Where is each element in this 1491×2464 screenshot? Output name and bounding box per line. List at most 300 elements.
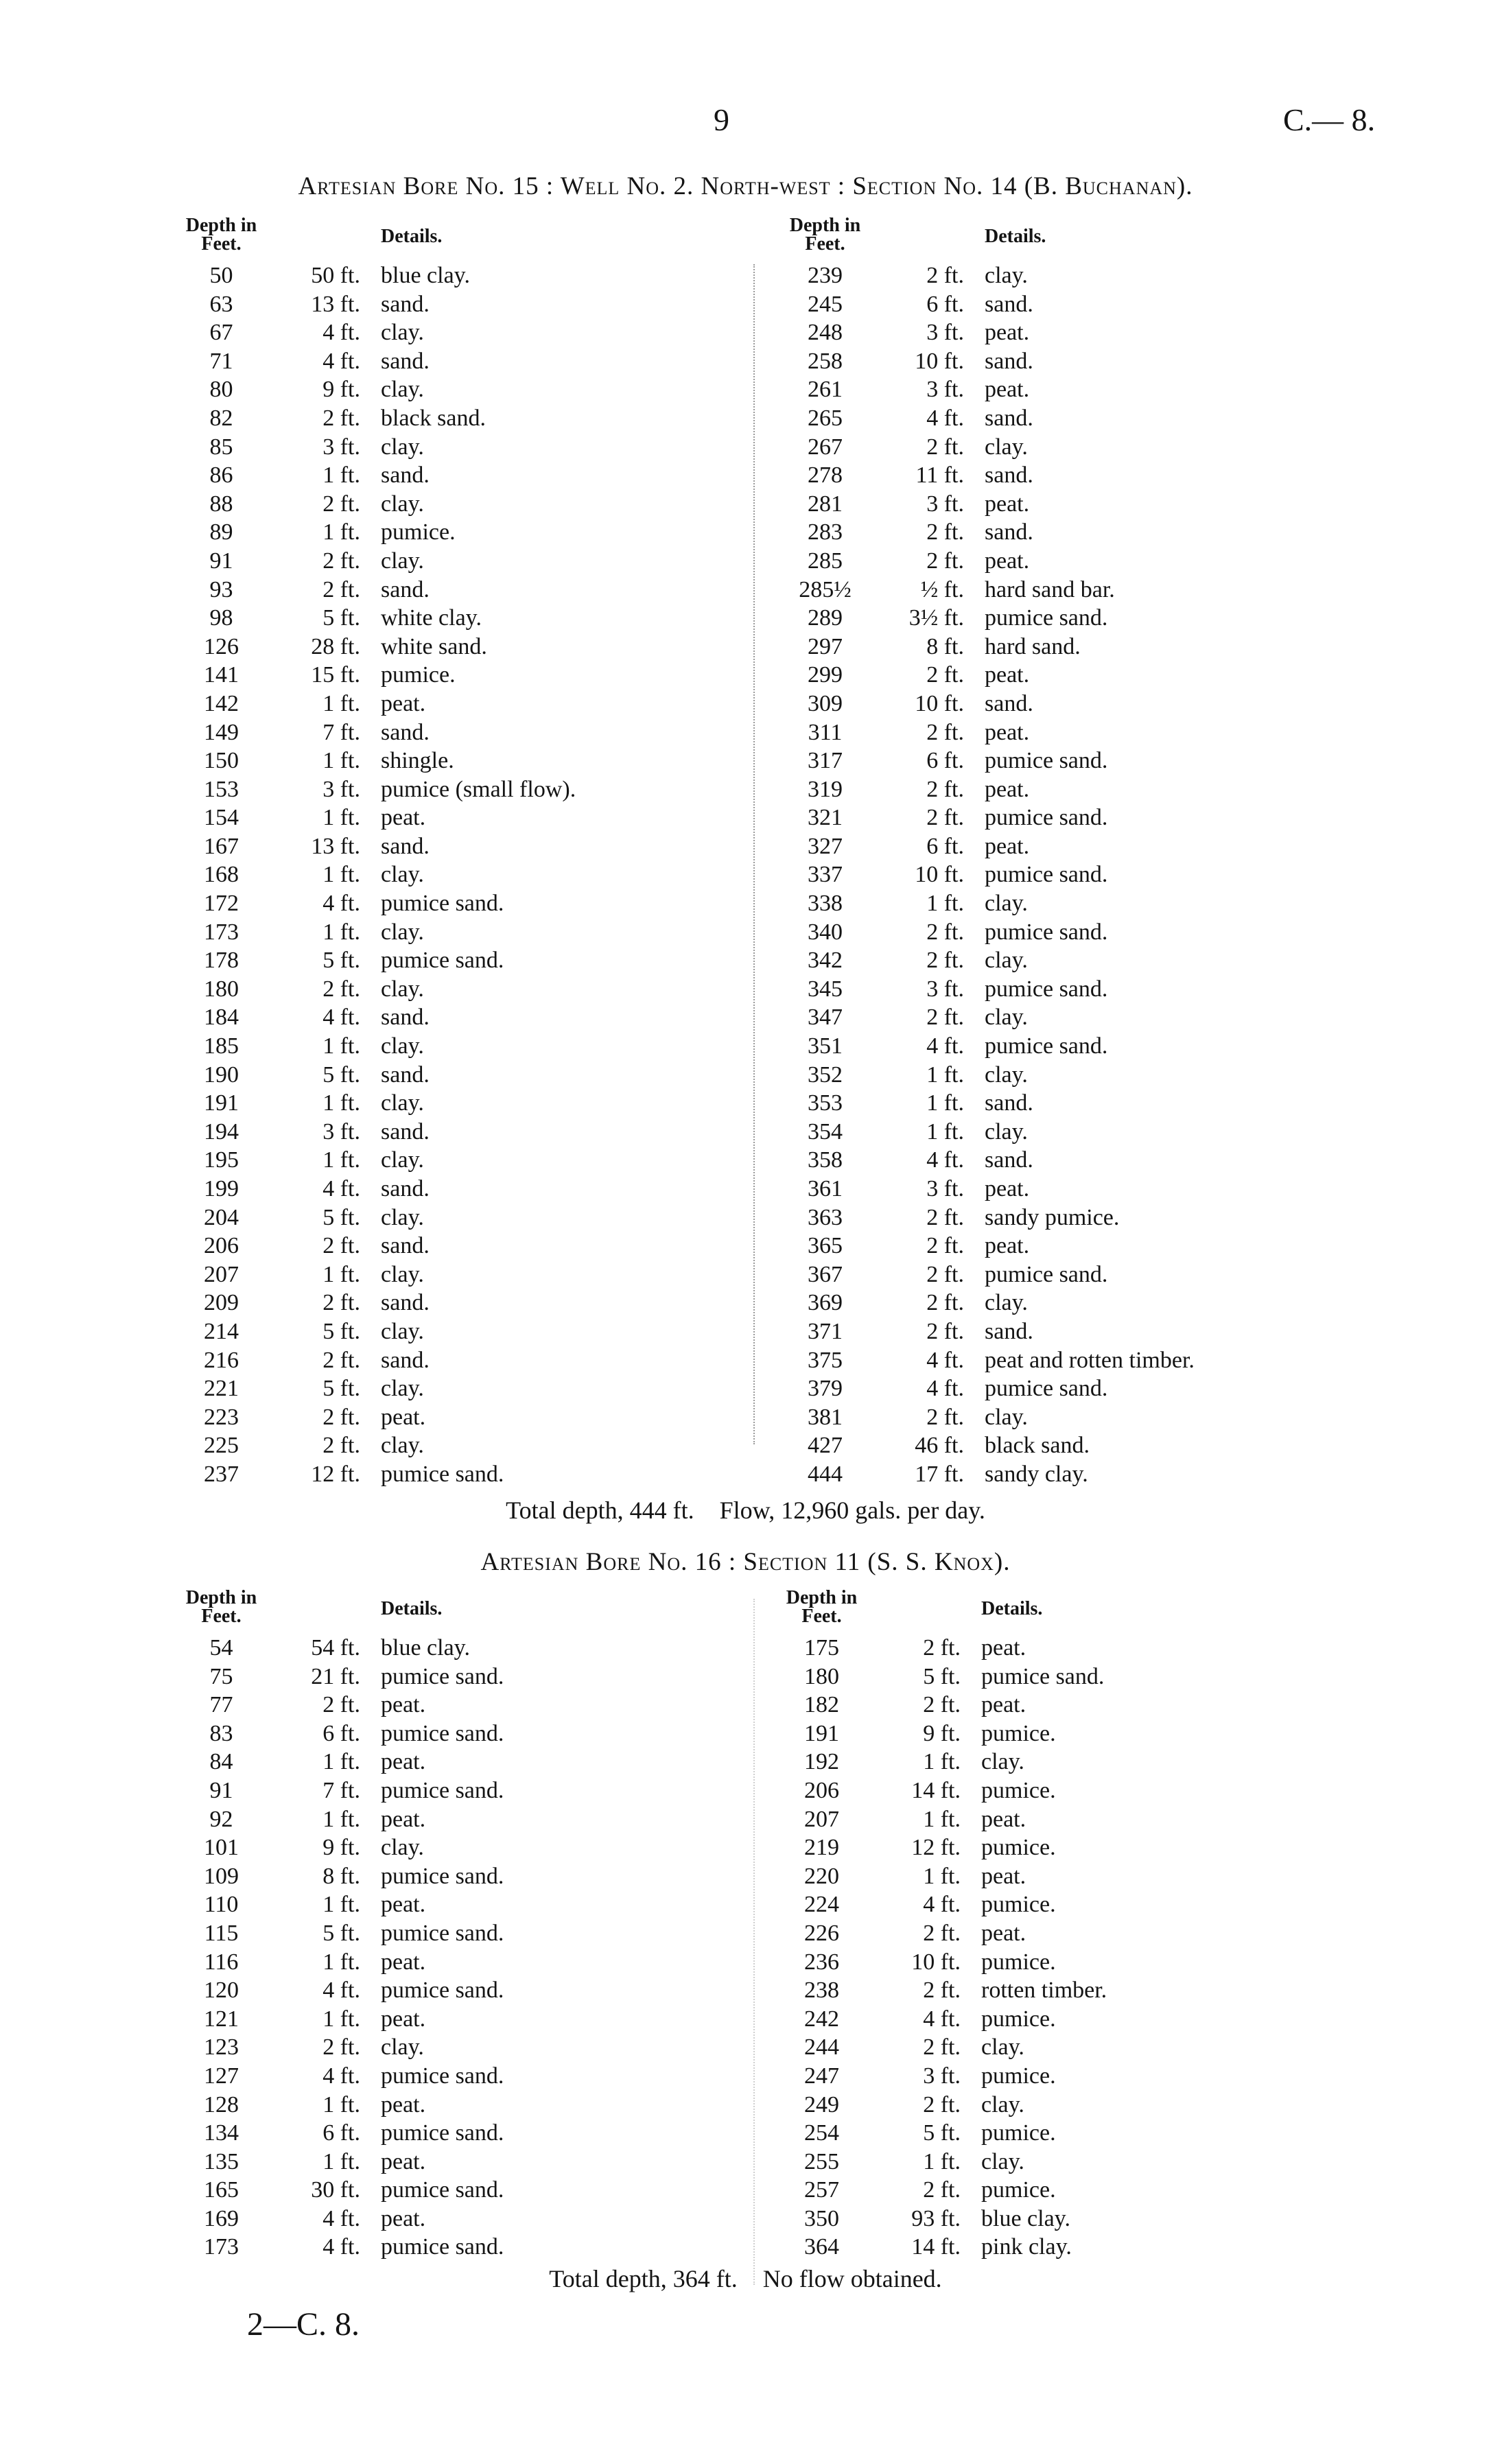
thickness-cell: 12 ft. xyxy=(311,1461,360,1487)
depth-cell: 350 xyxy=(804,2205,839,2231)
depth-cell: 150 xyxy=(204,748,239,774)
depth-cell: 182 xyxy=(804,1692,839,1718)
depth-cell: 219 xyxy=(804,1835,839,1861)
material-cell: pumice sand. xyxy=(985,862,1108,888)
material-cell: sand. xyxy=(381,1176,430,1201)
material-cell: peat. xyxy=(381,1892,426,1918)
thickness-cell: 3 ft. xyxy=(926,1176,964,1201)
thickness-cell: 1 ft. xyxy=(322,862,360,888)
depth-cell: 167 xyxy=(204,833,239,859)
thickness-cell: 2 ft. xyxy=(923,2177,961,2203)
thickness-cell: 2 ft. xyxy=(322,976,360,1002)
thickness-cell: 5 ft. xyxy=(322,948,360,974)
depth-cell: 126 xyxy=(204,633,239,659)
material-cell: sand. xyxy=(381,1005,430,1031)
depth-cell: 127 xyxy=(204,2063,239,2089)
material-cell: sand. xyxy=(985,405,1033,431)
thickness-cell: 2 ft. xyxy=(923,1692,961,1718)
material-cell: clay. xyxy=(381,434,424,460)
material-cell: sand. xyxy=(381,719,430,745)
depth-cell: 342 xyxy=(808,948,843,974)
material-cell: peat. xyxy=(985,548,1030,574)
thickness-cell: 1 ft. xyxy=(322,1090,360,1116)
material-cell: white clay. xyxy=(381,605,482,631)
depth-cell: 365 xyxy=(808,1233,843,1259)
material-cell: clay. xyxy=(981,2034,1024,2061)
thickness-cell: 5 ft. xyxy=(923,1663,961,1689)
thickness-cell: 1 ft. xyxy=(322,805,360,831)
depth-cell: 141 xyxy=(204,662,239,688)
material-cell: sand. xyxy=(381,576,430,602)
depth-cell: 321 xyxy=(808,805,843,831)
thickness-cell: 2 ft. xyxy=(926,719,964,745)
material-cell: clay. xyxy=(381,1835,424,1861)
material-cell: pumice sand. xyxy=(381,1863,504,1889)
depth-cell: 115 xyxy=(204,1920,239,1946)
thickness-cell: 2 ft. xyxy=(926,519,964,545)
material-cell: clay. xyxy=(985,1290,1028,1316)
thickness-cell: 6 ft. xyxy=(322,2120,360,2146)
total-depth: Total depth, 364 ft. xyxy=(549,2265,738,2292)
material-cell: clay. xyxy=(981,2148,1024,2174)
material-cell: pumice sand. xyxy=(381,1978,504,2004)
material-cell: white sand. xyxy=(381,633,487,659)
depth-cell: 371 xyxy=(808,1318,843,1344)
depth-cell: 168 xyxy=(204,862,239,888)
material-cell: pumice. xyxy=(981,2063,1056,2089)
material-cell: pumice. xyxy=(981,1720,1056,1746)
thickness-cell: 50 ft. xyxy=(311,263,360,288)
depth-cell: 194 xyxy=(204,1118,239,1145)
material-cell: peat. xyxy=(985,320,1030,346)
thickness-cell: 2 ft. xyxy=(926,1404,964,1430)
thickness-cell: 2 ft. xyxy=(923,1978,961,2004)
depth-cell: 247 xyxy=(804,2063,839,2089)
depth-cell: 169 xyxy=(204,2205,239,2231)
thickness-cell: 3½ ft. xyxy=(908,605,964,631)
material-cell: clay. xyxy=(381,377,424,403)
depth-cell: 258 xyxy=(808,348,843,374)
thickness-cell: 2 ft. xyxy=(926,1290,964,1316)
depth-cell: 354 xyxy=(808,1118,843,1145)
depth-cell: 351 xyxy=(808,1033,843,1059)
thickness-cell: 1 ft. xyxy=(322,1749,360,1775)
thickness-cell: 4 ft. xyxy=(322,1176,360,1201)
depth-cell: 237 xyxy=(204,1461,239,1487)
thickness-cell: 2 ft. xyxy=(926,263,964,288)
thickness-cell: 4 ft. xyxy=(322,1005,360,1031)
material-cell: pumice. xyxy=(381,519,456,545)
thickness-cell: 1 ft. xyxy=(926,1090,964,1116)
depth-header: Depth in Feet. xyxy=(185,1587,257,1627)
depth-cell: 91 xyxy=(209,1777,233,1803)
depth-cell: 369 xyxy=(808,1290,843,1316)
bore-15-title: Artesian Bore No. 15 : Well No. 2. North-west : Section No. 14 (B. Buchanan). xyxy=(298,172,1193,200)
thickness-cell: 1 ft. xyxy=(322,1147,360,1173)
material-cell: pumice sand. xyxy=(381,2063,504,2089)
material-cell: pumice sand. xyxy=(985,605,1108,631)
thickness-cell: 2 ft. xyxy=(926,434,964,460)
depth-cell: 180 xyxy=(804,1663,839,1689)
depth-cell: 345 xyxy=(808,976,843,1002)
material-cell: peat. xyxy=(985,719,1030,745)
depth-cell: 128 xyxy=(204,2091,239,2117)
depth-cell: 367 xyxy=(808,1261,843,1287)
depth-cell: 77 xyxy=(209,1692,233,1718)
depth-cell: 249 xyxy=(804,2091,839,2117)
depth-cell: 191 xyxy=(204,1090,239,1116)
material-cell: peat. xyxy=(381,1949,426,1975)
material-cell: peat. xyxy=(985,1176,1030,1201)
material-cell: sand. xyxy=(381,291,430,317)
material-cell: peat. xyxy=(381,690,426,716)
depth-cell: 255 xyxy=(804,2148,839,2174)
depth-cell: 165 xyxy=(204,2177,239,2203)
thickness-cell: ½ ft. xyxy=(920,576,964,602)
depth-cell: 121 xyxy=(204,2006,239,2032)
depth-cell: 83 xyxy=(209,1720,233,1746)
material-cell: clay. xyxy=(381,862,424,888)
depth-cell: 149 xyxy=(204,719,239,745)
material-cell: clay. xyxy=(381,320,424,346)
depth-cell: 116 xyxy=(204,1949,239,1975)
material-cell: peat. xyxy=(981,1863,1026,1889)
thickness-cell: 2 ft. xyxy=(926,776,964,802)
thickness-cell: 46 ft. xyxy=(915,1433,964,1459)
material-cell: clay. xyxy=(381,1318,424,1344)
thickness-cell: 9 ft. xyxy=(923,1720,961,1746)
material-cell: peat. xyxy=(985,833,1030,859)
thickness-cell: 93 ft. xyxy=(911,2205,961,2231)
material-cell: sand. xyxy=(985,1090,1033,1116)
material-cell: clay. xyxy=(381,2034,424,2061)
depth-cell: 98 xyxy=(209,605,233,631)
thickness-cell: 10 ft. xyxy=(915,690,964,716)
material-cell: peat. xyxy=(985,491,1030,517)
thickness-cell: 1 ft. xyxy=(322,1261,360,1287)
thickness-cell: 10 ft. xyxy=(911,1949,961,1975)
thickness-cell: 9 ft. xyxy=(322,377,360,403)
material-cell: clay. xyxy=(985,1118,1028,1145)
material-cell: pumice. xyxy=(981,2006,1056,2032)
material-cell: pumice sand. xyxy=(381,1720,504,1746)
thickness-cell: 2 ft. xyxy=(926,1005,964,1031)
thickness-cell: 4 ft. xyxy=(322,2205,360,2231)
thickness-cell: 5 ft. xyxy=(322,1920,360,1946)
depth-cell: 299 xyxy=(808,662,843,688)
thickness-cell: 2 ft. xyxy=(322,548,360,574)
thickness-cell: 5 ft. xyxy=(322,1318,360,1344)
material-cell: peat. xyxy=(381,2006,426,2032)
material-cell: sand. xyxy=(985,1318,1033,1344)
depth-cell: 207 xyxy=(204,1261,239,1287)
material-cell: black sand. xyxy=(985,1433,1090,1459)
depth-cell: 71 xyxy=(209,348,233,374)
thickness-cell: 2 ft. xyxy=(322,1433,360,1459)
material-cell: clay. xyxy=(985,1404,1028,1430)
thickness-cell: 4 ft. xyxy=(322,2063,360,2089)
thickness-cell: 1 ft. xyxy=(322,1892,360,1918)
depth-cell: 340 xyxy=(808,919,843,945)
depth-cell: 327 xyxy=(808,833,843,859)
depth-cell: 337 xyxy=(808,862,843,888)
material-cell: pumice sand. xyxy=(381,2120,504,2146)
material-cell: clay. xyxy=(381,1147,424,1173)
depth-cell: 297 xyxy=(808,633,843,659)
depth-cell: 311 xyxy=(808,719,843,745)
material-cell: peat. xyxy=(985,662,1030,688)
thickness-cell: 4 ft. xyxy=(926,405,964,431)
thickness-cell: 6 ft. xyxy=(926,833,964,859)
material-cell: clay. xyxy=(981,1749,1024,1775)
thickness-cell: 14 ft. xyxy=(911,2234,961,2260)
depth-cell: 283 xyxy=(808,519,843,545)
material-cell: blue clay. xyxy=(381,263,470,288)
material-cell: pumice sand. xyxy=(985,805,1108,831)
depth-cell: 67 xyxy=(209,320,233,346)
thickness-cell: 4 ft. xyxy=(926,1347,964,1373)
material-cell: sand. xyxy=(985,291,1033,317)
depth-cell: 142 xyxy=(204,690,239,716)
thickness-cell: 1 ft. xyxy=(923,2148,961,2174)
thickness-cell: 2 ft. xyxy=(322,1233,360,1259)
thickness-cell: 4 ft. xyxy=(926,1147,964,1173)
flow-rate: No flow obtained. xyxy=(762,2265,942,2292)
details-header: Details. xyxy=(381,226,443,247)
depth-cell: 180 xyxy=(204,976,239,1002)
material-cell: sand. xyxy=(381,462,430,489)
thickness-cell: 4 ft. xyxy=(322,891,360,917)
material-cell: pumice sand. xyxy=(985,1376,1108,1402)
depth-cell: 206 xyxy=(804,1777,839,1803)
thickness-cell: 4 ft. xyxy=(322,348,360,374)
material-cell: rotten timber. xyxy=(981,1978,1107,2004)
material-cell: clay. xyxy=(985,434,1028,460)
thickness-cell: 2 ft. xyxy=(322,1290,360,1316)
total-depth: Total depth, 444 ft. xyxy=(506,1497,694,1524)
material-cell: sand. xyxy=(985,519,1033,545)
thickness-cell: 4 ft. xyxy=(923,2006,961,2032)
column-divider xyxy=(753,264,755,1444)
thickness-cell: 2 ft. xyxy=(322,2034,360,2061)
document-reference: C.— 8. xyxy=(1283,102,1376,137)
thickness-cell: 2 ft. xyxy=(322,1692,360,1718)
depth-cell: 209 xyxy=(204,1290,239,1316)
material-cell: pink clay. xyxy=(981,2234,1072,2260)
thickness-cell: 5 ft. xyxy=(923,2120,961,2146)
depth-cell: 214 xyxy=(204,1318,239,1344)
thickness-cell: 15 ft. xyxy=(311,662,360,688)
thickness-cell: 13 ft. xyxy=(311,833,360,859)
depth-cell: 244 xyxy=(804,2034,839,2061)
material-cell: clay. xyxy=(981,2091,1024,2117)
depth-cell: 184 xyxy=(204,1005,239,1031)
material-cell: clay. xyxy=(985,1005,1028,1031)
material-cell: peat. xyxy=(381,2091,426,2117)
depth-cell: 195 xyxy=(204,1147,239,1173)
material-cell: clay. xyxy=(381,1090,424,1116)
depth-cell: 89 xyxy=(209,519,233,545)
thickness-cell: 30 ft. xyxy=(311,2177,360,2203)
page-number: 9 xyxy=(714,102,729,137)
depth-cell: 82 xyxy=(209,405,233,431)
depth-cell: 338 xyxy=(808,891,843,917)
material-cell: pumice. xyxy=(981,2120,1056,2146)
thickness-cell: 12 ft. xyxy=(911,1835,961,1861)
thickness-cell: 2 ft. xyxy=(923,1920,961,1946)
footer-reference: 2—C. 8. xyxy=(247,2306,360,2343)
material-cell: sand. xyxy=(381,1061,430,1088)
material-cell: sand. xyxy=(381,1347,430,1373)
depth-cell: 192 xyxy=(804,1749,839,1775)
thickness-cell: 2 ft. xyxy=(923,2034,961,2061)
thickness-cell: 2 ft. xyxy=(926,805,964,831)
depth-cell: 225 xyxy=(204,1433,239,1459)
thickness-cell: 1 ft. xyxy=(322,2006,360,2032)
thickness-cell: 2 ft. xyxy=(322,1404,360,1430)
depth-cell: 375 xyxy=(808,1347,843,1373)
thickness-cell: 1 ft. xyxy=(322,1806,360,1832)
material-cell: hard sand. xyxy=(985,633,1081,659)
material-cell: pumice sand. xyxy=(985,919,1108,945)
depth-cell: 226 xyxy=(804,1920,839,1946)
material-cell: sandy clay. xyxy=(985,1461,1088,1487)
depth-cell: 178 xyxy=(204,948,239,974)
depth-cell: 216 xyxy=(204,1347,239,1373)
thickness-cell: 2 ft. xyxy=(926,948,964,974)
depth-header: Depth in Feet. xyxy=(789,215,861,255)
bore-16-title: Artesian Bore No. 16 : Section 11 (S. S. Knox). xyxy=(480,1548,1011,1576)
thickness-cell: 2 ft. xyxy=(926,1204,964,1230)
thickness-cell: 1 ft. xyxy=(322,462,360,489)
details-header: Details. xyxy=(381,1598,443,1619)
material-cell: sand. xyxy=(985,1147,1033,1173)
thickness-cell: 4 ft. xyxy=(926,1376,964,1402)
thickness-cell: 1 ft. xyxy=(322,2148,360,2174)
depth-cell: 173 xyxy=(204,2234,239,2260)
depth-cell: 245 xyxy=(808,291,843,317)
bore-16-summary xyxy=(0,2264,1491,2293)
thickness-cell: 13 ft. xyxy=(311,291,360,317)
material-cell: sand. xyxy=(381,1118,430,1145)
thickness-cell: 3 ft. xyxy=(926,320,964,346)
thickness-cell: 3 ft. xyxy=(926,976,964,1002)
material-cell: sand. xyxy=(985,690,1033,716)
material-cell: clay. xyxy=(381,1033,424,1059)
material-cell: pumice sand. xyxy=(985,1033,1108,1059)
thickness-cell: 10 ft. xyxy=(915,348,964,374)
thickness-cell: 2 ft. xyxy=(926,662,964,688)
details-header: Details. xyxy=(985,226,1046,247)
depth-cell: 358 xyxy=(808,1147,843,1173)
thickness-cell: 7 ft. xyxy=(322,1777,360,1803)
material-cell: clay. xyxy=(381,1433,424,1459)
depth-cell: 319 xyxy=(808,776,843,802)
material-cell: clay. xyxy=(381,919,424,945)
material-cell: peat. xyxy=(381,2205,426,2231)
material-cell: sandy pumice. xyxy=(985,1204,1120,1230)
depth-cell: 91 xyxy=(209,548,233,574)
material-cell: clay. xyxy=(985,263,1028,288)
depth-cell: 220 xyxy=(804,1863,839,1889)
thickness-cell: 2 ft. xyxy=(322,491,360,517)
thickness-cell: 1 ft. xyxy=(322,1033,360,1059)
thickness-cell: 2 ft. xyxy=(926,1318,964,1344)
material-cell: clay. xyxy=(381,1376,424,1402)
material-cell: pumice sand. xyxy=(985,976,1108,1002)
thickness-cell: 8 ft. xyxy=(322,1863,360,1889)
thickness-cell: 1 ft. xyxy=(322,748,360,774)
thickness-cell: 10 ft. xyxy=(915,862,964,888)
depth-cell: 50 xyxy=(209,263,233,288)
material-cell: black sand. xyxy=(381,405,486,431)
depth-cell: 123 xyxy=(204,2034,239,2061)
depth-cell: 80 xyxy=(209,377,233,403)
thickness-cell: 5 ft. xyxy=(322,605,360,631)
thickness-cell: 1 ft. xyxy=(322,690,360,716)
depth-cell: 309 xyxy=(808,690,843,716)
depth-cell: 85 xyxy=(209,434,233,460)
material-cell: peat. xyxy=(985,377,1030,403)
thickness-cell: 3 ft. xyxy=(926,377,964,403)
thickness-cell: 3 ft. xyxy=(322,1118,360,1145)
material-cell: clay. xyxy=(381,548,424,574)
material-cell: sand. xyxy=(985,348,1033,374)
thickness-cell: 2 ft. xyxy=(322,1347,360,1373)
depth-cell: 427 xyxy=(808,1433,843,1459)
thickness-cell: 6 ft. xyxy=(322,1720,360,1746)
material-cell: clay. xyxy=(985,1061,1028,1088)
thickness-cell: 2 ft. xyxy=(322,576,360,602)
depth-cell: 172 xyxy=(204,891,239,917)
depth-cell: 134 xyxy=(204,2120,239,2146)
material-cell: pumice (small flow). xyxy=(381,776,576,802)
material-cell: pumice sand. xyxy=(985,1261,1108,1287)
depth-cell: 207 xyxy=(804,1806,839,1832)
depth-cell: 63 xyxy=(209,291,233,317)
depth-cell: 221 xyxy=(204,1376,239,1402)
depth-cell: 204 xyxy=(204,1204,239,1230)
material-cell: peat. xyxy=(381,1404,426,1430)
depth-cell: 93 xyxy=(209,576,233,602)
material-cell: peat. xyxy=(981,1806,1026,1832)
thickness-cell: 4 ft. xyxy=(322,1978,360,2004)
thickness-cell: 2 ft. xyxy=(322,405,360,431)
depth-cell: 364 xyxy=(804,2234,839,2260)
material-cell: pumice sand. xyxy=(985,748,1108,774)
thickness-cell: 3 ft. xyxy=(923,2063,961,2089)
material-cell: blue clay. xyxy=(981,2205,1070,2231)
material-cell: pumice. xyxy=(981,1835,1056,1861)
material-cell: sand. xyxy=(381,833,430,859)
thickness-cell: 21 ft. xyxy=(311,1663,360,1689)
depth-header: Depth in Feet. xyxy=(786,1587,858,1627)
flow-rate: Flow, 12,960 gals. per day. xyxy=(719,1497,985,1524)
thickness-cell: 2 ft. xyxy=(923,2091,961,2117)
material-cell: clay. xyxy=(985,948,1028,974)
column-divider xyxy=(753,1599,755,2285)
depth-cell: 88 xyxy=(209,491,233,517)
thickness-cell: 2 ft. xyxy=(926,548,964,574)
depth-header: Depth in Feet. xyxy=(185,215,257,255)
thickness-cell: 28 ft. xyxy=(311,633,360,659)
material-cell: sand. xyxy=(381,1233,430,1259)
material-cell: clay. xyxy=(381,1261,424,1287)
material-cell: pumice sand. xyxy=(381,1663,504,1689)
thickness-cell: 1 ft. xyxy=(322,1949,360,1975)
material-cell: pumice. xyxy=(981,1892,1056,1918)
material-cell: clay. xyxy=(381,491,424,517)
